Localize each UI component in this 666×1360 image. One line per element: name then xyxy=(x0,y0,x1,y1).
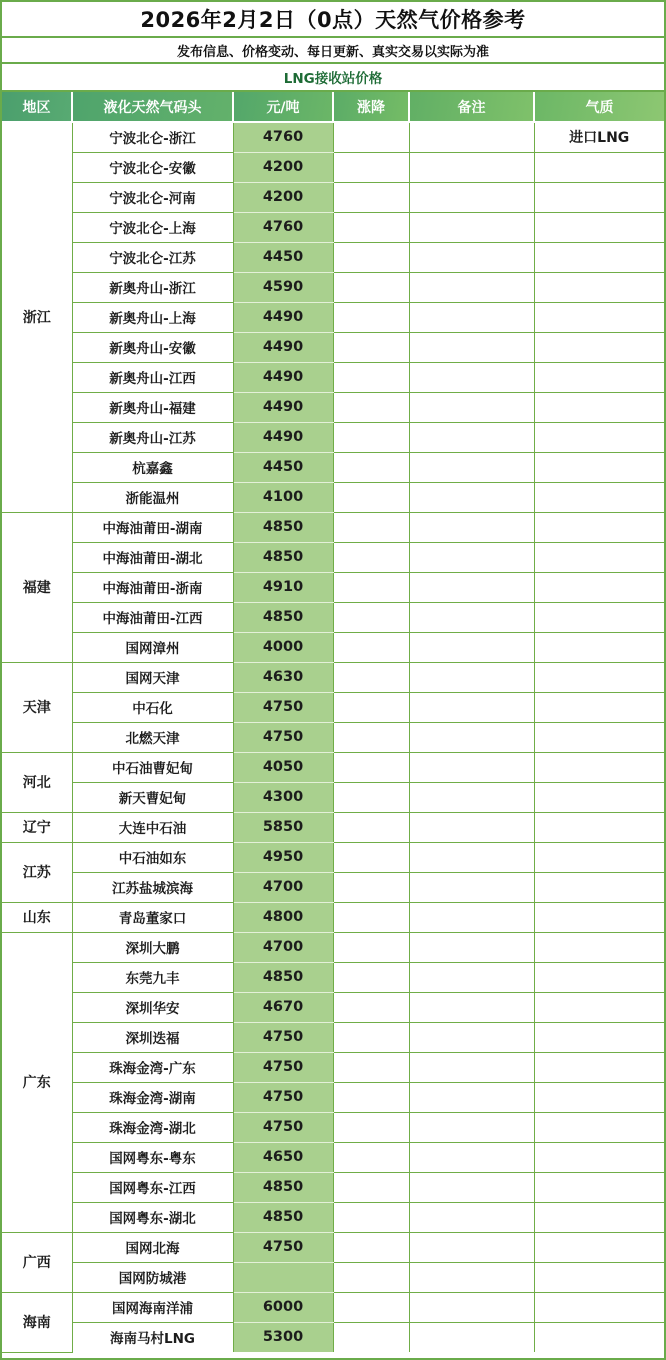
terminal-cell: 新奥舟山-福建 xyxy=(72,392,233,422)
quality-cell xyxy=(534,842,664,872)
note-cell xyxy=(409,842,534,872)
table-row xyxy=(2,752,664,782)
change-cell xyxy=(333,872,409,902)
quality-cell xyxy=(534,152,664,182)
terminal-cell: 国网海南洋浦 xyxy=(72,1292,233,1322)
price-cell: 4850 xyxy=(233,962,333,992)
terminal-cell: 江苏盐城滨海 xyxy=(72,872,233,902)
quality-cell xyxy=(534,1172,664,1202)
table-row xyxy=(2,182,664,212)
note-cell xyxy=(409,1262,534,1292)
terminal-cell: 国网粤东-湖北 xyxy=(72,1202,233,1232)
note-cell xyxy=(409,872,534,902)
change-cell xyxy=(333,392,409,422)
terminal-cell: 宁波北仑-浙江 xyxy=(72,122,233,152)
terminal-cell: 新奥舟山-江苏 xyxy=(72,422,233,452)
table-row xyxy=(2,452,664,482)
table-row xyxy=(2,782,664,812)
note-cell xyxy=(409,392,534,422)
price-cell: 4850 xyxy=(233,1172,333,1202)
change-cell xyxy=(333,1142,409,1172)
note-cell xyxy=(409,482,534,512)
quality-cell xyxy=(534,392,664,422)
quality-cell xyxy=(534,332,664,362)
terminal-cell: 东莞九丰 xyxy=(72,962,233,992)
change-cell xyxy=(333,182,409,212)
quality-cell xyxy=(534,182,664,212)
change-cell xyxy=(333,152,409,182)
terminal-cell: 新天曹妃甸 xyxy=(72,782,233,812)
note-cell xyxy=(409,152,534,182)
table-row xyxy=(2,542,664,572)
quality-cell xyxy=(534,632,664,662)
change-cell xyxy=(333,932,409,962)
table-row xyxy=(2,242,664,272)
quality-cell xyxy=(534,782,664,812)
note-cell xyxy=(409,182,534,212)
note-cell xyxy=(409,332,534,362)
quality-cell xyxy=(534,482,664,512)
price-cell: 4750 xyxy=(233,1232,333,1262)
table-row xyxy=(2,1112,664,1142)
table-row xyxy=(2,902,664,932)
quality-cell xyxy=(534,212,664,242)
price-cell: 4910 xyxy=(233,572,333,602)
terminal-cell: 大连中石油 xyxy=(72,812,233,842)
note-cell xyxy=(409,932,534,962)
region-cell: 江苏 xyxy=(2,842,72,902)
change-cell xyxy=(333,752,409,782)
price-cell: 4000 xyxy=(233,632,333,662)
terminal-cell: 深圳迭福 xyxy=(72,1022,233,1052)
quality-cell xyxy=(534,872,664,902)
table-row xyxy=(2,1172,664,1202)
note-cell xyxy=(409,242,534,272)
price-cell: 4200 xyxy=(233,182,333,212)
quality-cell xyxy=(534,662,664,692)
quality-cell xyxy=(534,602,664,632)
note-cell xyxy=(409,1142,534,1172)
price-cell: 4490 xyxy=(233,392,333,422)
price-cell: 4670 xyxy=(233,992,333,1022)
terminal-cell: 新奥舟山-安徽 xyxy=(72,332,233,362)
table-row xyxy=(2,212,664,242)
change-cell xyxy=(333,782,409,812)
region-cell: 广西 xyxy=(2,1232,72,1292)
quality-cell xyxy=(534,422,664,452)
table-row xyxy=(2,932,664,962)
price-cell: 4750 xyxy=(233,1082,333,1112)
terminal-cell: 中海油莆田-湖南 xyxy=(72,512,233,542)
note-cell xyxy=(409,1232,534,1262)
terminal-cell: 宁波北仑-河南 xyxy=(72,182,233,212)
change-cell xyxy=(333,1082,409,1112)
price-cell: 4300 xyxy=(233,782,333,812)
subtitle: 发布信息、价格变动、每日更新、真实交易以实际为准 xyxy=(2,38,664,64)
quality-cell xyxy=(534,1052,664,1082)
table-row xyxy=(2,572,664,602)
table-row xyxy=(2,1262,664,1292)
change-cell xyxy=(333,632,409,662)
table-row xyxy=(2,1082,664,1112)
table-row xyxy=(2,122,664,152)
price-cell: 4490 xyxy=(233,362,333,392)
note-cell xyxy=(409,1172,534,1202)
note-cell xyxy=(409,992,534,1022)
price-cell: 4750 xyxy=(233,692,333,722)
price-cell: 4800 xyxy=(233,902,333,932)
change-cell xyxy=(333,422,409,452)
note-cell xyxy=(409,452,534,482)
table-row xyxy=(2,1142,664,1172)
note-cell xyxy=(409,692,534,722)
price-cell: 5850 xyxy=(233,812,333,842)
table-row xyxy=(2,1292,664,1322)
note-cell xyxy=(409,1292,534,1322)
note-cell xyxy=(409,752,534,782)
terminal-cell: 深圳华安 xyxy=(72,992,233,1022)
quality-cell xyxy=(534,272,664,302)
change-cell xyxy=(333,542,409,572)
price-cell: 4450 xyxy=(233,242,333,272)
terminal-cell: 中海油莆田-浙南 xyxy=(72,572,233,602)
quality-cell xyxy=(534,1262,664,1292)
change-cell xyxy=(333,1172,409,1202)
table-row xyxy=(2,152,664,182)
table-row xyxy=(2,1052,664,1082)
quality-cell xyxy=(534,1112,664,1142)
change-cell xyxy=(333,212,409,242)
price-cell xyxy=(233,1262,333,1292)
region-cell: 广东 xyxy=(2,932,72,1232)
quality-cell xyxy=(534,572,664,602)
region-cell: 福建 xyxy=(2,512,72,662)
change-cell xyxy=(333,302,409,332)
change-cell xyxy=(333,482,409,512)
table-row xyxy=(2,1022,664,1052)
note-cell xyxy=(409,272,534,302)
change-cell xyxy=(333,1322,409,1352)
table-row xyxy=(2,842,664,872)
price-cell: 4590 xyxy=(233,272,333,302)
region-cell: 辽宁 xyxy=(2,812,72,842)
price-cell: 4850 xyxy=(233,542,333,572)
table-row xyxy=(2,272,664,302)
table-row xyxy=(2,962,664,992)
table-row xyxy=(2,1232,664,1262)
note-cell xyxy=(409,722,534,752)
col-header-terminal: 液化天然气码头 xyxy=(72,92,233,122)
note-cell xyxy=(409,1082,534,1112)
note-cell xyxy=(409,962,534,992)
change-cell xyxy=(333,1052,409,1082)
table-row xyxy=(2,422,664,452)
note-cell xyxy=(409,1202,534,1232)
price-cell: 4650 xyxy=(233,1142,333,1172)
quality-cell xyxy=(534,1292,664,1322)
table-row xyxy=(2,302,664,332)
terminal-cell: 中石油如东 xyxy=(72,842,233,872)
price-cell: 4760 xyxy=(233,122,333,152)
terminal-cell: 北燃天津 xyxy=(72,722,233,752)
note-cell xyxy=(409,632,534,662)
region-cell: 天津 xyxy=(2,662,72,752)
price-cell: 4750 xyxy=(233,1112,333,1142)
terminal-cell: 珠海金湾-湖北 xyxy=(72,1112,233,1142)
terminal-cell: 新奥舟山-上海 xyxy=(72,302,233,332)
change-cell xyxy=(333,452,409,482)
quality-cell xyxy=(534,962,664,992)
table-row xyxy=(2,812,664,842)
note-cell xyxy=(409,662,534,692)
price-cell: 4100 xyxy=(233,482,333,512)
quality-cell xyxy=(534,1022,664,1052)
table-row xyxy=(2,722,664,752)
region-cell: 海南 xyxy=(2,1292,72,1352)
price-cell: 4700 xyxy=(233,932,333,962)
table-row xyxy=(2,482,664,512)
col-header-note: 备注 xyxy=(409,92,534,122)
terminal-cell: 中石油曹妃甸 xyxy=(72,752,233,782)
note-cell xyxy=(409,212,534,242)
note-cell xyxy=(409,542,534,572)
change-cell xyxy=(333,272,409,302)
change-cell xyxy=(333,722,409,752)
terminal-cell: 杭嘉鑫 xyxy=(72,452,233,482)
terminal-cell: 新奥舟山-浙江 xyxy=(72,272,233,302)
region-cell: 山东 xyxy=(2,902,72,932)
terminal-cell: 国网漳州 xyxy=(72,632,233,662)
change-cell xyxy=(333,902,409,932)
change-cell xyxy=(333,332,409,362)
price-cell: 4050 xyxy=(233,752,333,782)
quality-cell xyxy=(534,512,664,542)
terminal-cell: 浙能温州 xyxy=(72,482,233,512)
note-cell xyxy=(409,422,534,452)
terminal-cell: 珠海金湾-湖南 xyxy=(72,1082,233,1112)
change-cell xyxy=(333,1292,409,1322)
table-row xyxy=(2,632,664,662)
change-cell xyxy=(333,1232,409,1262)
quality-cell xyxy=(534,1202,664,1232)
quality-cell xyxy=(534,902,664,932)
terminal-cell: 中海油莆田-湖北 xyxy=(72,542,233,572)
quality-cell xyxy=(534,362,664,392)
terminal-cell: 宁波北仑-江苏 xyxy=(72,242,233,272)
note-cell xyxy=(409,302,534,332)
price-cell: 4760 xyxy=(233,212,333,242)
terminal-cell: 中石化 xyxy=(72,692,233,722)
quality-cell xyxy=(534,692,664,722)
col-header-quality: 气质 xyxy=(534,92,664,122)
quality-cell xyxy=(534,1082,664,1112)
note-cell xyxy=(409,812,534,842)
note-cell xyxy=(409,122,534,152)
change-cell xyxy=(333,1112,409,1142)
terminal-cell: 海南马村LNG xyxy=(72,1322,233,1352)
terminal-cell: 珠海金湾-广东 xyxy=(72,1052,233,1082)
table-row xyxy=(2,602,664,632)
note-cell xyxy=(409,512,534,542)
change-cell xyxy=(333,662,409,692)
price-cell: 6000 xyxy=(233,1292,333,1322)
change-cell xyxy=(333,242,409,272)
col-header-region: 地区 xyxy=(2,92,72,122)
change-cell xyxy=(333,962,409,992)
terminal-cell: 国网粤东-粤东 xyxy=(72,1142,233,1172)
quality-cell xyxy=(534,812,664,842)
quality-cell xyxy=(534,722,664,752)
change-cell xyxy=(333,602,409,632)
price-table xyxy=(2,92,664,1353)
price-cell: 4700 xyxy=(233,872,333,902)
table-row xyxy=(2,662,664,692)
price-cell: 4200 xyxy=(233,152,333,182)
price-cell: 4630 xyxy=(233,662,333,692)
quality-cell: 进口LNG xyxy=(534,122,664,152)
change-cell xyxy=(333,692,409,722)
price-cell: 4750 xyxy=(233,1022,333,1052)
price-cell: 4450 xyxy=(233,452,333,482)
note-cell xyxy=(409,1022,534,1052)
quality-cell xyxy=(534,1322,664,1352)
terminal-cell: 国网北海 xyxy=(72,1232,233,1262)
price-cell: 4750 xyxy=(233,722,333,752)
change-cell xyxy=(333,1202,409,1232)
table-row xyxy=(2,1202,664,1232)
price-cell: 4850 xyxy=(233,1202,333,1232)
price-cell: 4490 xyxy=(233,332,333,362)
page-title: 2026年2月2日（0点）天然气价格参考 xyxy=(2,2,664,38)
price-cell: 4750 xyxy=(233,1052,333,1082)
terminal-cell: 宁波北仑-安徽 xyxy=(72,152,233,182)
quality-cell xyxy=(534,932,664,962)
region-cell: 浙江 xyxy=(2,122,72,512)
table-row xyxy=(2,872,664,902)
price-cell: 4850 xyxy=(233,512,333,542)
quality-cell xyxy=(534,542,664,572)
terminal-cell: 中海油莆田-江西 xyxy=(72,602,233,632)
section-title: LNG接收站价格 xyxy=(2,64,664,92)
quality-cell xyxy=(534,1232,664,1262)
table-row xyxy=(2,392,664,422)
price-cell: 5300 xyxy=(233,1322,333,1352)
quality-cell xyxy=(534,242,664,272)
quality-cell xyxy=(534,1142,664,1172)
table-row xyxy=(2,362,664,392)
price-cell: 4850 xyxy=(233,602,333,632)
change-cell xyxy=(333,1022,409,1052)
change-cell xyxy=(333,512,409,542)
note-cell xyxy=(409,1112,534,1142)
terminal-cell: 国网防城港 xyxy=(72,1262,233,1292)
price-cell: 4490 xyxy=(233,422,333,452)
table-row xyxy=(2,692,664,722)
header-row xyxy=(2,92,664,122)
terminal-cell: 青岛董家口 xyxy=(72,902,233,932)
table-row xyxy=(2,1322,664,1352)
note-cell xyxy=(409,902,534,932)
region-cell: 河北 xyxy=(2,752,72,812)
change-cell xyxy=(333,1262,409,1292)
table-row xyxy=(2,512,664,542)
terminal-cell: 宁波北仑-上海 xyxy=(72,212,233,242)
price-cell: 4490 xyxy=(233,302,333,332)
note-cell xyxy=(409,1322,534,1352)
change-cell xyxy=(333,992,409,1022)
terminal-cell: 深圳大鹏 xyxy=(72,932,233,962)
quality-cell xyxy=(534,752,664,782)
quality-cell xyxy=(534,452,664,482)
quality-cell xyxy=(534,992,664,1022)
change-cell xyxy=(333,362,409,392)
terminal-cell: 国网天津 xyxy=(72,662,233,692)
terminal-cell: 国网粤东-江西 xyxy=(72,1172,233,1202)
col-header-price: 元/吨 xyxy=(233,92,333,122)
table-row xyxy=(2,332,664,362)
terminal-cell: 新奥舟山-江西 xyxy=(72,362,233,392)
note-cell xyxy=(409,362,534,392)
note-cell xyxy=(409,1052,534,1082)
table-row xyxy=(2,992,664,1022)
change-cell xyxy=(333,122,409,152)
price-cell: 4950 xyxy=(233,842,333,872)
col-header-change: 涨降 xyxy=(333,92,409,122)
note-cell xyxy=(409,782,534,812)
change-cell xyxy=(333,572,409,602)
change-cell xyxy=(333,812,409,842)
note-cell xyxy=(409,602,534,632)
note-cell xyxy=(409,572,534,602)
change-cell xyxy=(333,842,409,872)
quality-cell xyxy=(534,302,664,332)
